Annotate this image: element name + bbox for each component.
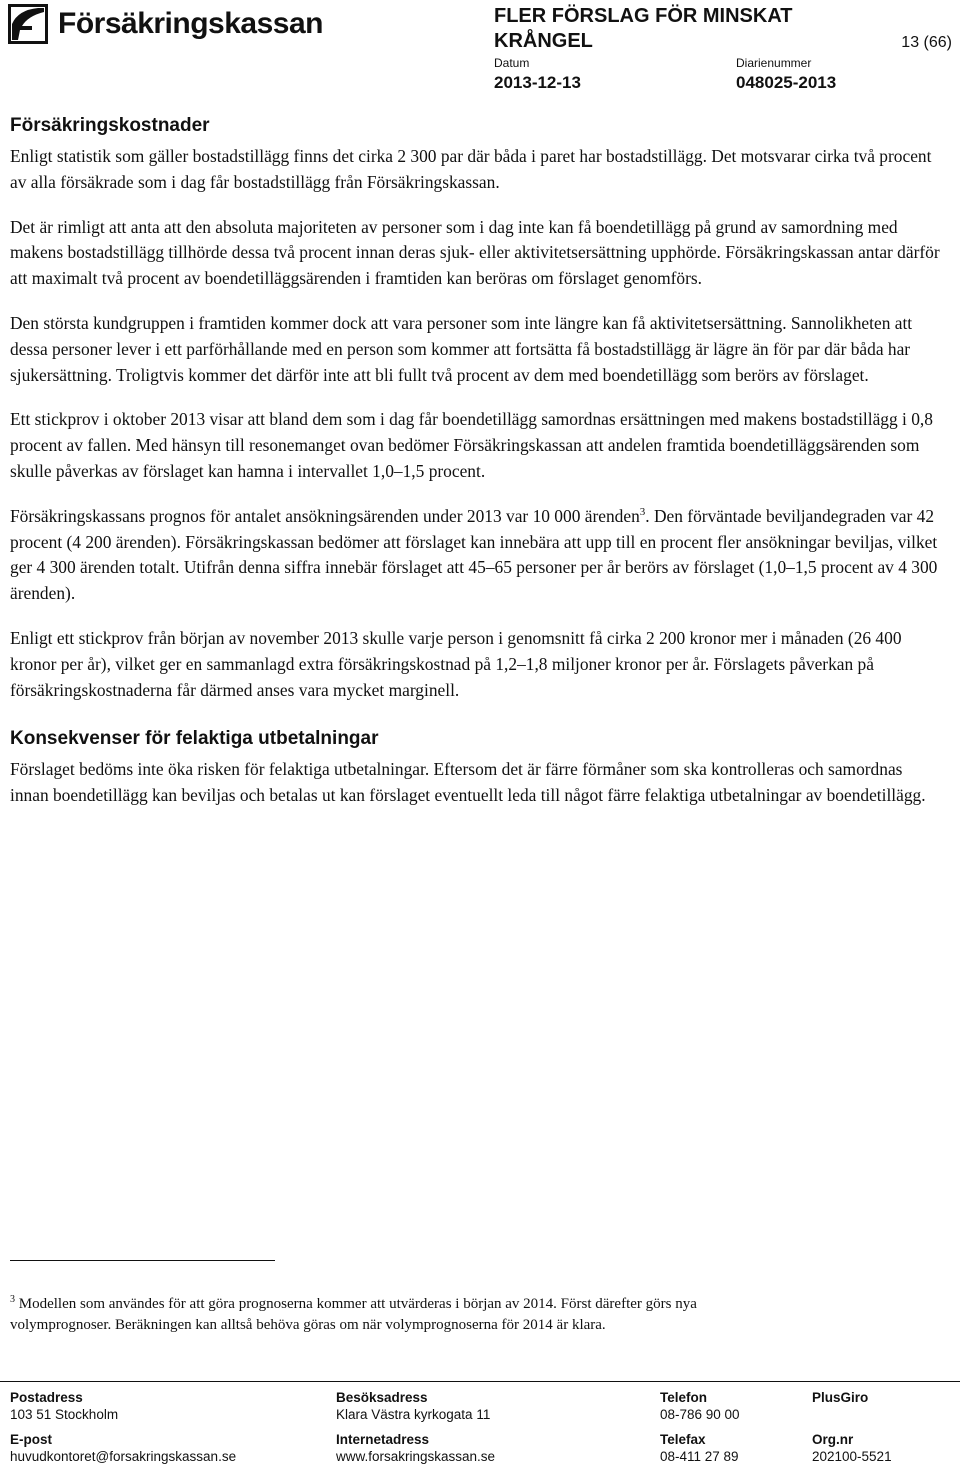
document-title xyxy=(494,4,854,54)
plusgiro-label: PlusGiro xyxy=(812,1390,869,1405)
besoksadress-label: Besöksadress xyxy=(336,1390,428,1405)
page-number: 13 (66) xyxy=(901,34,952,51)
brand-logo xyxy=(8,4,323,44)
besoksadress-value: Klara Västra kyrkogata 11 xyxy=(336,1407,491,1422)
footnote-reference[interactable]: 3 xyxy=(639,505,646,518)
telefon-value: 08-786 90 00 xyxy=(660,1407,740,1422)
footer-divider xyxy=(0,1381,960,1382)
paragraph: Ett stickprov i oktober 2013 visar att bland dem som i dag får boendetillägg samordnas ersättningen med makens bostadstillägg i 0,8 procent av fallen. Med hänsyn till resonemanget ovan bedömer Försäkringskassan att andelen framtida boendetilläggsärenden som skulle påverkas av förslaget kan hamna i intervallet 1,0–1,5 procent. xyxy=(10,409,933,481)
postadress-label: Postadress xyxy=(10,1390,83,1405)
postadress-value: 103 51 Stockholm xyxy=(10,1407,119,1422)
telefax-label: Telefax xyxy=(660,1432,706,1447)
paragraph-with-footnote xyxy=(10,504,940,607)
footnote-divider xyxy=(10,1260,275,1261)
internetadress-label: Internetadress xyxy=(336,1432,430,1447)
brand-name: Försäkringskassan xyxy=(58,7,323,40)
epost-link[interactable]: huvudkontoret@forsakringskassan.se xyxy=(10,1449,237,1464)
page-header xyxy=(0,0,960,100)
date-label: Datum xyxy=(494,56,530,70)
orgnr-label: Org.nr xyxy=(812,1432,854,1447)
epost-label: E-post xyxy=(10,1432,52,1447)
section-heading-costs: Försäkringskostnader xyxy=(10,115,210,136)
diarienummer-block xyxy=(736,56,836,94)
paragraph: Enligt ett stickprov från början av november 2013 skulle varje person i genomsnitt få cirka 2 200 kronor mer i månaden (26 400 kronor per år), vilket ger en sammanlagd extra försäkringskostnad på 1,2–1,8 miljoner kronor per år. Förslagets påverkan på försäkringskostnaderna får därmed anses vara mycket marginell. xyxy=(10,627,902,700)
document-title-line2: KRÅNGEL xyxy=(494,30,593,52)
telefon-label: Telefon xyxy=(660,1390,707,1405)
orgnr-value: 202100-5521 xyxy=(812,1449,892,1464)
date-value: 2013-12-13 xyxy=(494,73,581,92)
paragraph: Det är rimligt att anta att den absoluta majoriteten av personer som i dag inte kan få boendetillägg på grund av samordning med makens bostadstillägg tillhörde dessa två procent innan deras sjuk- eller aktivitetsersättning upphörde. Försäkringskassan antar därför att maximalt två procent av boendetilläggsärenden i framtiden kan beröras om förslaget genomförs. xyxy=(10,216,940,289)
brand-mark-icon xyxy=(8,4,48,44)
page-footer xyxy=(10,1390,960,1466)
date-block xyxy=(494,56,581,94)
footnote xyxy=(10,1294,770,1336)
paragraph-text: . Den förväntade beviljandegraden var 42 procent (4 200 ärenden). Försäkringskassan bedömer att förslaget kan innebära att upp till en procent fler ansökningar beviljas, vilket ger 4 300 ärenden totalt. Utifrån denna siffra innebär förslaget att 45–65 personer per år berörs av förslaget (1,0–1,5 procent av 4 300 ärenden). xyxy=(10,505,938,604)
document-body xyxy=(10,114,940,828)
diarienummer-value: 048025-2013 xyxy=(736,73,837,92)
section-heading-payments: Konsekvenser för felaktiga utbetalningar xyxy=(10,728,379,750)
website-link[interactable]: www.forsakringskassan.se xyxy=(336,1449,496,1464)
footnote-text: Modellen som användes för att göra prognoserna kommer att utvärderas i början av 2014. Först därefter görs nya volymprognoser. Beräkningen kan alltså behöva göras om när volymprognoserna för 2014 är klara. xyxy=(10,1296,697,1333)
document-title-line1: FLER FÖRSLAG FÖR MINSKAT xyxy=(494,5,793,27)
footnote-number: 3 xyxy=(10,1294,15,1305)
telefax-value: 08-411 27 89 xyxy=(660,1449,739,1464)
paragraph: Enligt statistik som gäller bostadstillägg finns det cirka 2 300 par där båda i paret har bostadstillägg. Det motsvarar cirka två procent av alla försäkrade som i dag får bostadstillägg från Försäkringskassan. xyxy=(10,146,932,192)
paragraph: Den största kundgruppen i framtiden kommer dock att vara personer som inte längre kan få aktivitetsersättning. Sannolikheten att dessa personer lever i ett parförhållande med en person som kommer att fortsätta få bostadstillägg är lägre än för par där båda har sjukersättning. Troligtvis kommer det därför inte att bli fullt två procent av dem med boendetillägg som berörs av förslaget. xyxy=(10,312,913,385)
diarienummer-label: Diarienummer xyxy=(736,56,812,70)
paragraph: Förslaget bedöms inte öka risken för felaktiga utbetalningar. Eftersom det är färre förmåner som ska kontrolleras och samordnas innan boendetillägg kan beviljas och betalas ut kan förslaget eventuellt leda till något färre felaktiga utbetalningar av boendetillägg. xyxy=(10,759,926,806)
paragraph-text: Försäkringskassans prognos för antalet ansökningsärenden under 2013 var 10 000 ärenden xyxy=(10,505,640,526)
